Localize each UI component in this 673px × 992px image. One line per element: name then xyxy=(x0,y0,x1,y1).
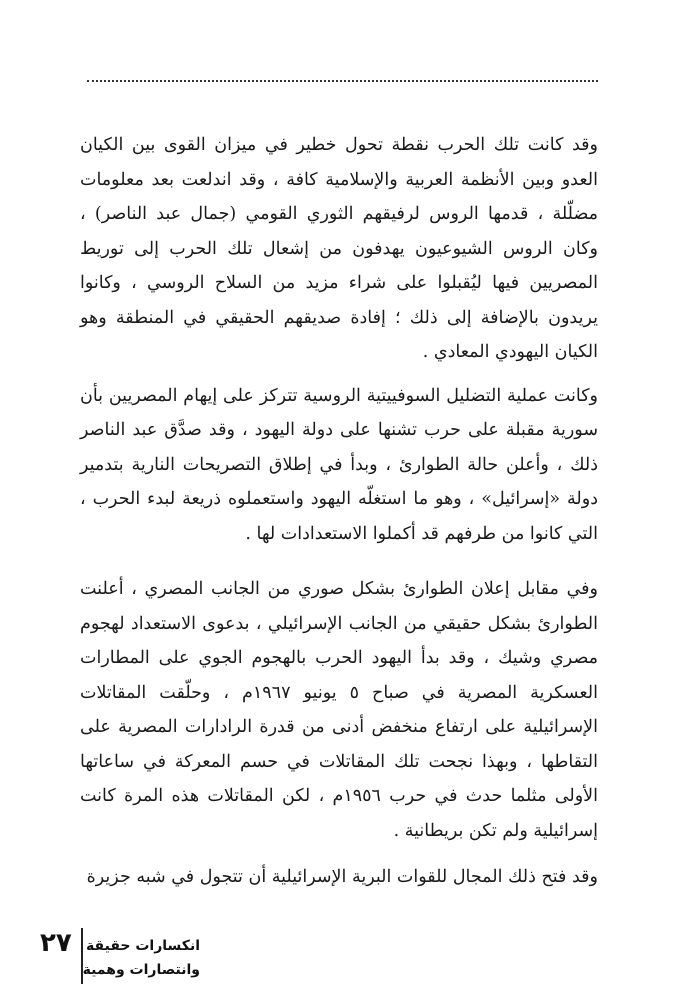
body-text xyxy=(80,128,598,895)
book-title xyxy=(82,934,200,982)
paragraph-3: وفي مقابل إعلان الطوارئ بشكل صوري من الجانب المصري ، أعلنت الطوارئ بشكل حقيقي من الجانب الإسرائيلي ، بدعوى الاستعداد لهجوم مصري وشيك ، وقد بدأ اليهود الحرب بالهجوم الجوي على المطارات العسكرية المصرية في صباح ٥ يونيو ١٩٦٧م ، وحلّقت المقاتلات الإسرائيلية على ارتفاع منخفض أدنى من قدرة الرادارات المصرية على التقاطها ، وبهذا نجحت تلك المقاتلات في حسم المعركة في ساعاتها الأولى مثلما حدث في حرب ١٩٥٦م ، لكن المقاتلات هذه المرة كانت إسرائيلية ولم تكن بريطانية . xyxy=(80,579,598,841)
page-number: ٢٧ xyxy=(40,928,72,958)
page-footer xyxy=(40,928,200,990)
book-title-line-1: انكسارات حقيقة xyxy=(86,938,200,954)
header-dotted-rule xyxy=(87,80,598,82)
paragraph-1: وقد كانت تلك الحرب نقطة تحول خطير في ميزان القوى بين الكيان العدو وبين الأنظمة العربية والإسلامية كافة ، وقد اندلعت بعد معلومات مضلّلة ، قدمها الروس لرفيقهم الثوري القومي (جمال عبد الناصر) ، وكان الروس الشيوعيون يهدفون من إشعال تلك الحرب إلى توريط المصريين فيها ليُقبلوا على شراء مزيد من السلاح الروسي ، وكانوا يريدون بالإضافة إلى ذلك ؛ إفادة صديقهم الحقيقي في المنطقة وهو الكيان اليهودي المعادي . xyxy=(80,135,598,362)
book-title-line-2: وانتصارات وهمية xyxy=(82,962,200,978)
paragraph-2: وكانت عملية التضليل السوفييتية الروسية تتركز على إيهام المصريين بأن سورية مقبلة على حرب تشنها على دولة اليهود ، وقد صدَّق عبد الناصر ذلك ، وأعلن حالة الطوارئ ، وبدأ في إطلاق التصريحات النارية بتدمير دولة «إسرائيل» ، وهو ما استغلّه اليهود واستعملوه ذريعة لبدء الحرب ، التي كانوا من طرفهم قد أكملوا الاستعدادات لها . xyxy=(80,385,598,544)
paragraph-4: وقد فتح ذلك المجال للقوات البرية الإسرائيلية أن تتجول في شبه جزيرة xyxy=(86,867,598,887)
